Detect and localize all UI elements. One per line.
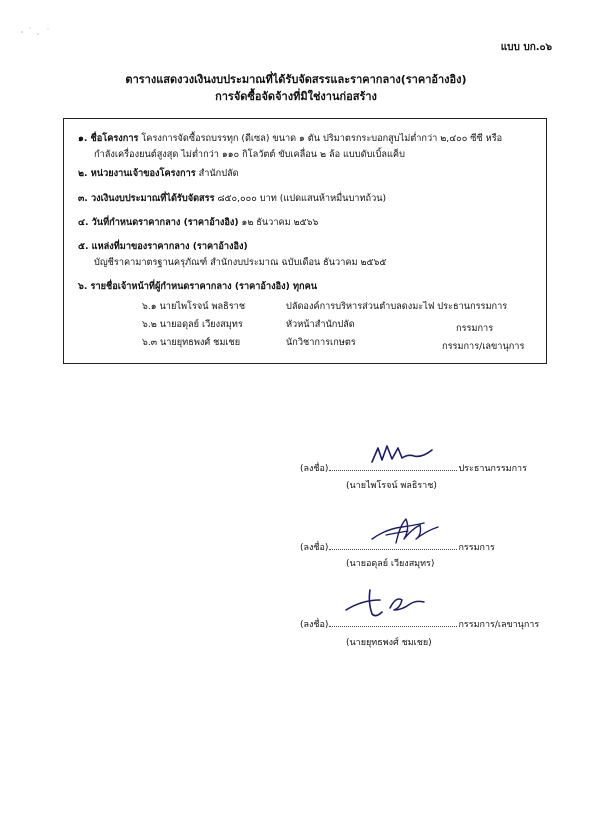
item-4-label: ๔. วันที่กำหนดราคากลาง (ราคาอ้างอิง) [78, 217, 239, 228]
signature-3-role: กรรมการ/เลขานุการ [458, 620, 540, 630]
signature-1-role: ประธานกรรมการ [458, 464, 527, 474]
committee-member-2-name: ๖.๒ นายอดุลย์ เวียงสมุทร [142, 319, 243, 330]
item-5 [78, 239, 248, 254]
signature-2-role: กรรมการ [458, 543, 495, 553]
item-3-text: ๘๕๐,๐๐๐ บาท (แปดแสนห้าหมื่นบาทถ้วน) [217, 193, 387, 204]
committee-member-3-position: นักวิชาการเกษตร [286, 337, 356, 348]
item-2 [78, 166, 239, 181]
details-box [63, 118, 547, 364]
signature-1-name: (นายไพโรจน์ พลธิราช) [346, 481, 437, 491]
committee-member-2-role: กรรมการ [456, 323, 494, 334]
item-1-text: โครงการจัดซื้อรถบรรทุก (ดีเซล) ขนาด ๑ ตัน ปริมาตรกระบอกสูบไม่ต่ำกว่า ๒,๔๐๐ ซีซี หรือ [141, 133, 503, 144]
document-title: ตารางแสดงวงเงินงบประมาณที่ได้รับจัดสรรและราคากลาง(ราคาอ้างอิง) [125, 73, 467, 86]
committee-member-3-role: กรรมการ/เลขานุการ [442, 341, 525, 352]
signature-3-prefix: (ลงชื่อ) [300, 620, 329, 630]
item-1-text-cont: กำลังเครื่องยนต์สูงสุด ไม่ต่ำกว่า ๑๑๐ กิโลวัตต์ ขับเคลื่อน ๒ ล้อ แบบดับเบิ้ลแค็บ [94, 149, 405, 160]
item-4 [78, 215, 318, 230]
signature-2-prefix: (ลงชื่อ) [300, 543, 329, 553]
item-5-text: บัญชีราคามาตรฐานครุภัณฑ์ สำนักงบประมาณ ฉบับเดือน ธันวาคม ๒๕๖๕ [94, 257, 387, 268]
item-6 [78, 279, 317, 294]
committee-member-3-name: ๖.๓ นายยุทธพงศ์ ชมเชย [142, 337, 241, 348]
committee-member-1-name: ๖.๑ นายไพโรจน์ พลธิราช [142, 301, 246, 312]
item-2-text: สำนักปลัด [198, 168, 239, 179]
document-subtitle: การจัดซื้อจัดจ้างที่มิใช่งานก่อสร้าง [215, 90, 377, 103]
item-3-label: ๓. วงเงินงบประมาณที่ได้รับจัดสรร [78, 193, 215, 204]
signature-3-line [300, 617, 539, 631]
item-1-label: ๑. ชื่อโครงการ [78, 133, 139, 144]
signature-2-line [300, 540, 495, 554]
item-2-label: ๒. หน่วยงานเจ้าของโครงการ [78, 168, 196, 179]
committee-member-2-position: หัวหน้าสำนักปลัด [286, 319, 355, 330]
signature-3-name: (นายยุทธพงศ์ ชมเชย) [346, 638, 432, 648]
item-1 [78, 131, 502, 146]
signature-2-name: (นายอดุลย์ เวียงสมุทร) [346, 559, 435, 569]
signature-1-prefix: (ลงชื่อ) [300, 464, 329, 474]
item-6-label: ๖. รายชื่อเจ้าหน้าที่ผู้กำหนดราคากลาง (ราคาอ้างอิง) ทุกคน [78, 281, 318, 292]
signature-1-line [300, 461, 527, 475]
item-4-text: ๑๒ ธันวาคม ๒๕๖๖ [241, 217, 319, 228]
item-3 [78, 191, 386, 206]
scan-specks [18, 22, 58, 42]
signature-3-drawing [340, 586, 436, 620]
form-code: แบบ บก.๐๖ [500, 42, 552, 53]
committee-member-1-position: ปลัดองค์การบริหารส่วนตำบลดงมะไฟ ประธานกรรมการ [286, 301, 508, 312]
item-5-label: ๕. แหล่งที่มาของราคากลาง (ราคาอ้างอิง) [78, 241, 248, 252]
